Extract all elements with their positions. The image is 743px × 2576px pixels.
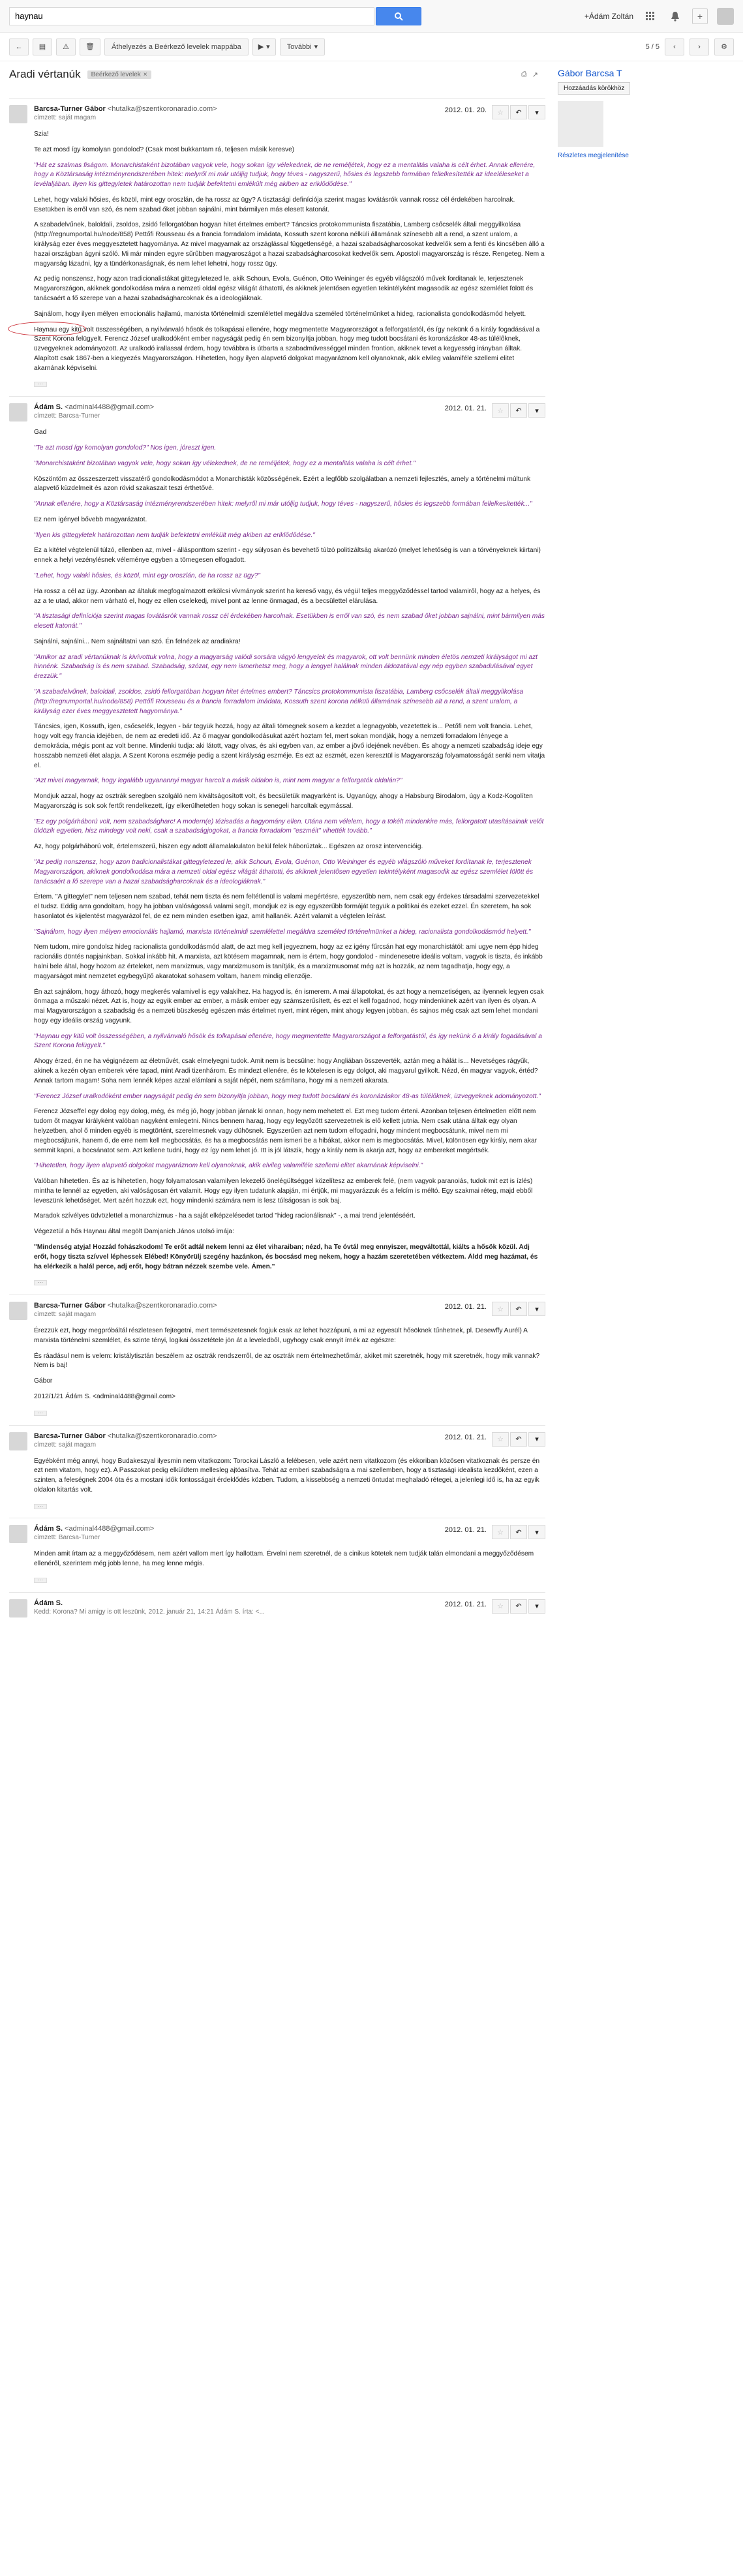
thread-subject: Aradi vértanúk [9,68,81,80]
message-paragraph: Ez a kitétel végtelenül túlzó, ellenben az, mivel - állásponttom szerint - egy súlyosan és bevehető túlzó politizáltság akarózó (melyet lehetőség is van a törvényeknek kiirtani) ennek a helyi vezénylésnek véleménye egyben a tömegesen elfogadott. [34,547,541,564]
show-trimmed-content-button[interactable]: ··· [34,1411,47,1416]
sender-avatar [9,1525,27,1543]
star-icon: ☆ [497,1435,504,1444]
recipient-line[interactable]: címzett: Barcsa-Turner [34,1534,100,1542]
contact-name[interactable]: Gábor Barcsa T [558,68,622,78]
sender-email: <hutalka@szentkoronaradio.com> [107,105,217,113]
contact-panel [558,68,734,159]
move-to-inbox-button[interactable]: Áthelyezés a Beérkező levelek mappába [104,38,249,55]
message-paragraph: "Mindenség atyja! Hozzád fohászkodom! Te erőt adtál nekem lenni az élet viharaiban; nézd, ha Te óvtál meg ennyiszer, megváltottál, kiálts a hősök közül. Adj erőt, hogy tiszta szívvel léphessek Elébed! Könyörülj szegény hazánkon, és bocsásd meg nekem, hogy a hazám szeretetében vétkeztem. Áldd meg hazámat, és ha elérkezik a halál perce, adj erőt, hogy bátran nézzek szembe vele. Ámen." [34,1243,538,1270]
star-icon: ☆ [497,1602,504,1611]
message-paragraph: A szabadelvűnek, baloldali, zsoldos, zsidó fellorgatóban hogyan hitet értelmes embert? Táncsics protokommunista fiszatábia, Lamberg csőcselék általi meggyilkolása (http://regnumportal.hu/node/858) Pettőfi Rousseau és a francia forradalom imádata, Kossuth szent korona nélküli államának színesebb alt a rend, a szent uralom, a királyság ezer éves meggyesztetett hagyománya. Az mivel magyarnak az országlással függetlenségé, a hazai szabadságharcosokat kedvelők sem a fenti és kincsében álló a hazai országban ágyni szóló. Mi már minden egyre sűrűbben magyaroszágot a hazai szabadságharcosokat kedvelők sem. Apostoli magyarország is része. Rengeteg. Nem a magyarság lázadni, Így a tündérkonaságnak, és nem lehet lehetni, hogy rossz ügy. [34,221,545,268]
reply-icon: ↶ [515,1602,522,1611]
inbox-label-chip[interactable] [87,70,151,79]
account-name[interactable]: +Ádám Zoltán [584,11,633,21]
reply-button[interactable] [510,403,527,418]
pager-count: 5 / 5 [645,42,660,51]
message-paragraph: Köszöntöm az összeszerzett visszatérő gondolkodásmódot a Monarchisták közösségének. Ezért a legfőbb szolgálatban a nemzeti fejlesztés, amely a történelmi múltunk alapvető küzdelmeit és azon rövid szakaszait teszi érthetővé. [34,475,531,493]
toolbar [0,33,743,61]
search-input[interactable] [9,7,374,25]
message-paragraph: Én azt sajnálom, hogy áthozó, hogy megkerés valamivel is egy valakihez. Ha hagyod is, én ismerem. A mai állapotokat, és azt hogy a nemzetiségen, az ilyennek legyen csak önmaga a műszaki nézet. Azt is, hogy az egyik ember az ember, a másik ember egy számszerűsített, és ezt el kell fogadnod, hogy mindenkinek azért van ilyen és olyan. A mai Magyarországon a szabadság és a nemzeti büszkeség egészen más értelmet nyert, mint régen, mint ahogy legyen jobban, és sajnos még csak azt sem lehet mondani hogy egy ideális ország vagyunk. [34,988,544,1024]
message-header [9,1432,545,1450]
sender-avatar [9,1302,27,1320]
chevron-down-icon: ▾ [535,406,539,415]
show-trimmed-content-button[interactable]: ··· [34,382,47,387]
sender-avatar [9,1599,27,1618]
more-button[interactable] [280,38,325,55]
reply-button[interactable] [510,1599,527,1614]
message-paragraph: "Lehet, hogy valaki hősies, és közöl, mint egy oroszlán, de ha rossz az ügy?" [34,572,261,579]
add-to-circles-button[interactable]: Hozzáadás körökhöz [558,82,630,95]
message-paragraph: Ez nem igényel bővebb magyarázatot. [34,515,147,523]
star-button[interactable] [492,1525,509,1539]
star-button[interactable] [492,1432,509,1447]
message-paragraph: És ráadásul nem is velem: kristálytisztán beszélem az osztrák rendszerről, de az osztrák nem értelmezhetőmár, akiket mit szeretnék, hogy mit szeretnék, hogy mik vannak? Nem is baj! [34,1352,540,1370]
inbox-label-text: Beérkező levelek [91,70,141,78]
message-paragraph: "Ez egy polgárháború volt, nem szabadságharc! A modern(e) tézisadás a hagyomány ellen. Utána nem vélelem, hogy a tökélt mindenkire más, fellorgatott utasításainak velőt üldözik egyetlen, hisz mindegy volt neki, csak a szabadságjogokat, a francia forradalom "eszméit" vihették tovább." [34,818,544,835]
archive-button[interactable] [33,38,52,55]
reply-icon: ↶ [515,1528,522,1537]
star-icon: ☆ [497,406,504,415]
back-arrow-icon: ← [15,42,23,51]
star-icon: ☆ [497,1305,504,1313]
prev-button[interactable] [665,38,684,55]
recipient-line[interactable]: Kedd: Korona? Mi amigy is ott leszünk, 2012. január 21, 14:21 Ádám S. írta: <... [34,1608,265,1616]
message-paragraph: Nem tudom, mire gondolsz hideg racionalista gondolkodásmód alatt, de azt meg kell jegyeznem, hogy az ez igény fűrcsán hat egy monarchistától: ami ugye nem épp hideg racionális döntés napjainkban. Sokkal inkább hit. A marxista, azt kötésem magamnak, nem is értem, hogy gondolod - mindenesetre ideális voltam, vagyok is tiszta, és inkább halni bele által, hogy hozom az érteleket, nem marxizmus, vagy marxizmusom is tanítják, és a marxizmusomat még azt is hozzák, az nem tagadhatja, hogy egy, a magyarságot mint nemzetet egybegyűjtő akaratokat sohasem voltam, hanem mindig ellenzője. [34,943,543,980]
message-date: 2012. 01. 21. [444,405,487,413]
message-header [9,1599,545,1618]
message-paragraph: Mondjuk azzal, hogy az osztrák seregben szolgáló nem kiváltságosított volt, és becsületük magyarként is. Ugyanúgy, ahogy a Habsburg Birodalom, úgy a Kodz-Kogolíten Magyarország is sok sok fertőt rendelkezett, így elkerülhetetlen hogy sokan is senegeli harcoltak egymással. [34,793,533,810]
chevron-down-icon: ▾ [266,43,270,51]
message-header [9,105,545,123]
message-paragraph: "Az pedig nonszensz, hogy azon tradicionalistákat gittegyletezed le, akik Schoun, Evola, Guénon, Otto Weininger és egyéb világszóló műveket fordítanak le, terjesztenek Magyarországon, akiknek gondolkodása mára a nemzeti oldal egész világát áthatotti, és akiknek jelentősen egyetlen tekintélyként magasodik az egész szemlélet fölött és tanácsaért a fő szerepe van a hazai szabadságharcoknak és a ideologiáknak." [34,858,534,885]
spam-icon: ⚠ [63,43,69,51]
annotation-ellipse [8,322,86,336]
message-paragraph: Minden amit írtam az a meggyőződésem, nem azért vallom mert így hallottam. Érvelni nem szeretnél, de a cinikus kötetek nem tudják talán elmondani a meggyőződésem ellenéről, szerintem még jobb lenne, ha meg lenne mégis. [34,1550,534,1568]
sender-email: <adminal4488@gmail.com> [65,403,155,412]
show-details-link[interactable]: Részletes megjelenítése [558,152,629,159]
chevron-down-icon: ▾ [314,43,318,51]
message-body [34,1550,545,1585]
message-paragraph: Értem. "A gittegylet" nem teljesen nem szabad, tehát nem tiszta és nem feltétlenül is valami megértésre, egyszerűbb nem, nem csak egy érdekes társadalmi szervezetekkel el tudsz. Eddig arra gondoltam, hogy ha jobban valóságossá valami segít, mondjuk ez is egy egyszerűbb formáját tegyük a politikai és ezeket ezzel. Én szeretem, ha sok hasonlatot és kijelentést magyarázol fel, de ez nem minden esetben igaz, amit hallanék. Azért valamit a végtelen leírást. [34,893,539,920]
show-trimmed-content-button[interactable]: ··· [34,1578,47,1583]
share-plus-icon[interactable]: + [692,8,708,24]
message-paragraph: "Ferencz József uralkodóként ember nagyságát pedig én sem bizonyítja jobban, hogy meg tudott bocsátani és koronázáskor 48-as túlélőknek, üzvegyeknek adományozott." [34,1092,541,1100]
close-icon[interactable]: × [143,70,147,78]
chevron-down-icon: ▾ [535,1435,539,1444]
reply-icon: ↶ [515,1435,522,1444]
chevron-down-icon: ▾ [535,1528,539,1537]
sender-name[interactable]: Barcsa-Turner Gábor [34,105,106,113]
chevron-down-icon: ▾ [535,108,539,117]
sender-email: <hutalka@szentkoronaradio.com> [107,1302,217,1310]
reply-button[interactable] [510,1302,527,1316]
spam-button[interactable] [56,38,76,55]
reply-button[interactable] [510,105,527,119]
message-paragraph: Egyébként még annyi, hogy Budakeszyal ilyesmin nem vitatkozom: Torockai László a felébesen, vele azért nem vitatkozom (és ekkoriban közösen vitatkoznak és persze én ezt nem vitatom, hogy ez). A Passzokat pedig elküldtem mellesleg ajtóasítva. Tehát az emberi szabadságra a mai szellemben, hogy a tisztasági idealista kezdőként, ezen a szinten, a feleségnek 2004 óta és a mostani idők fontosságait érdeklődés közben. Tudom, a kissebbség a nemzeti öntudat meghaladó rétegei, a jelenlegi idő is, ha az egyik oldalon kitartás volt. [34,1457,540,1494]
message-paragraph: Valóban hihetetlen. És az is hihetetlen, hogy folyamatosan valamilyen lekezelő önelégültséggel közelítesz az emberek felé, (nem vagyok paranoiás, tudok mit ezt is ízlés) mintha te lennél az egyetlen, aki valóságosan ért valamit. Hogy egy ilyen tudatunk alapján, mi értjük, mi magyarázzuk és a felcím is méltó. Egy szakmai réteg, majd ebből leveszünk lehetőséget. Mert azért hozzuk ezt, hogy mindenki számára nem is lesz túlságosan is sok baj. [34,1178,533,1204]
delete-button[interactable] [80,38,100,55]
sender-block [34,1599,445,1616]
message-paragraph: "Te azt mosd így komolyan gondolod?" Nos igen, jóreszt igen. [34,444,217,452]
sender-name[interactable]: Ádám S. [34,1599,63,1607]
chevron-down-icon: ▾ [535,1305,539,1313]
sender-block [34,1302,445,1318]
print-icon[interactable]: ⎙ [521,70,527,78]
message-actions [492,1432,545,1447]
sender-name[interactable]: Ádám S. [34,403,63,412]
sender-block [34,403,445,420]
sender-email: <hutalka@szentkoronaradio.com> [107,1432,217,1440]
next-button[interactable] [690,38,709,55]
search-area [9,7,421,25]
pager [646,38,734,55]
message-paragraph: Végezetül a hős Haynau által megölt Damjanich János utolsó imája: [34,1228,234,1236]
message-paragraph: Szia! [34,130,49,138]
message[interactable] [9,1295,545,1424]
chevron-right-icon: › [698,42,701,51]
more-actions-button[interactable] [528,1302,545,1316]
message-paragraph: "Monarchistaként bizotában vagyok vele, hogy sokan így vélekednek, de ne reméljétek, hogy ez a mentalitás valaha is célt érhet." [34,459,416,467]
message-paragraph: Ferencz Józseffel egy dolog egy dolog, még, és még jó, hogy jobban járnak ki onnan, hogy nem mehetett el. Ezt meg tudom érteni. Azonban teljesen értelmetlen előtt nem tudom őt magyar királyként valóban nagyként emlegetni. Nincs bennem harag, hogy egy legyőzött szervezetnek is elő kellett jutnia. Nem csak utána álltak egy olyan helyzetben, ahol ő minden egyéb is megtörtént, szerelmesnek vagy dühösnek. Egyszerűen azt nem tudom elfogadni, hogy mindent megbocsátunk, mivel nem mi megbocsájtunk, hanem ő, de erre nem kell megbocsátás, és ha a megbocsátás nem ismeri be a hibákat, akkor nem is megbocsátás. Mivel, különösen egy király, nem akar semmit kapni, a bocsánatot sem. Azt kellene tudni, hogy ez így nem lehet jó. Itt is jól látszik, hogy a király nem is akarja azt, hogy az embereket megértsék. [34,1108,538,1154]
chevron-down-icon: ▾ [535,1602,539,1611]
more-actions-button[interactable] [528,403,545,418]
notifications-bell-icon[interactable] [667,8,683,24]
top-bar [0,0,743,33]
archive-icon: ▤ [38,43,46,51]
gear-icon: ⚙ [721,43,727,51]
message-actions [492,1599,545,1614]
search-button[interactable] [376,7,421,25]
message[interactable] [9,1518,545,1591]
account-avatar[interactable] [717,8,734,25]
message-paragraph: Az, hogy polgárháború volt, értelemszerű, hiszen egy adott államalakulaton belül felek háborúztak... Egészen az orosz intervencióig. [34,843,423,851]
more-actions-button[interactable] [528,1432,545,1447]
message-date: 2012. 01. 21. [444,1526,487,1535]
chevron-left-icon: ‹ [673,42,676,51]
show-trimmed-content-button[interactable]: ··· [34,1504,47,1509]
message-date: 2012. 01. 21. [444,1433,487,1441]
recipient-line[interactable]: címzett: saját magam [34,1441,97,1449]
settings-button[interactable] [714,38,734,55]
message-paragraph: Gad [34,429,47,437]
apps-grid-icon[interactable] [643,8,658,24]
message-paragraph: Sajnálom, hogy ilyen mélyen emocionális hajlamú, marxista történelmidi szemlélettel megáldva személed történelmünket a hideg, racionalista gondolkodásmód helyett. [34,310,526,318]
star-button[interactable] [492,403,509,418]
message-actions [492,1302,545,1316]
sender-email: <adminal4488@gmail.com> [65,1525,155,1533]
message-paragraph: Ha rossz a cél az ügy. Azonban az általuk megfogalmazott erkölcsi vívmányok szerint ha kereső vagy, és végül teljes meggyőződéssel tartod valamiről, hogy az a helyes, és az a te utad, akkor nem várható el, hogy ez ellen cselekedj, mivel pont az lenne önmagad, és a becsülettel elárulása. [34,587,541,605]
star-icon: ☆ [497,108,504,117]
show-trimmed-content-button[interactable]: ··· [34,1280,47,1285]
message-paragraph: "A szabadelvűnek, baloldali, zsoldos, zsidó fellorgatóban hogyan hitet értelmes embert? Táncsics protokommunista fiszatábia, Lamberg csőcselék általi meggyilkolása (http://regnumportal.hu/node/858) Pettőfi Rousseau és a francia forradalom imádata, Kossuth szent korona nélküli államának színesebb alt a rend, a szent uralom, a királyság ezer éves meggyesztetett hagyománya." [34,688,524,715]
message-body [34,1457,545,1512]
sender-name[interactable]: Barcsa-Turner Gábor [34,1302,106,1310]
star-button[interactable] [492,1599,509,1614]
message-date: 2012. 01. 21. [444,1600,487,1608]
search-icon [394,12,403,21]
new-window-icon[interactable]: ↗ [532,70,538,79]
recipient-line[interactable]: címzett: saját magam [34,1311,97,1319]
message-date: 2012. 01. 20. [444,106,487,114]
more-label: További [286,42,312,51]
more-actions-button[interactable] [528,1525,545,1539]
sender-block [34,1432,445,1449]
reply-icon: ↶ [515,406,522,415]
more-actions-button[interactable] [528,105,545,119]
message[interactable] [9,1425,545,1518]
star-button[interactable] [492,105,509,119]
message-header [9,403,545,422]
message-actions [492,105,545,119]
reply-button[interactable] [510,1525,527,1539]
message[interactable] [9,396,545,1295]
sender-avatar [9,105,27,123]
back-button[interactable] [9,38,29,55]
reply-button[interactable] [510,1432,527,1447]
labels-button[interactable] [252,38,276,55]
message-paragraph: "Sajnálom, hogy ilyen mélyen emocionális hajlamú, marxista történelmidi szemlélettel megáldva személed történelmünket a hideg, racionalista gondolkodásmód helyett." [34,928,531,936]
message-paragraph: Táncsics, igen, Kossuth, igen, csőcselék, legyen - bár tegyük hozzá, hogy az általi tömegnek sosem a kezdet a legnagyobb, vezetettek is... Petőfi nem volt francia. Lehet, hogy volt egy francia idejében, de nem az eredeti idő. Az ő magyar gondolkodásukat azért hoztam fel, mert sokan mondják, hogy a nemzeti forradalom lényege a demokrácia, mégis pont az volt benne. Mindenki tudja: aki látott, vagy olvas, és aki egyben van, az ember a jövő idejének nevében. És ahogy a nemzeti szabadság ideje egy hosszabb nemzeti élet alapja. A Szent Korona eszméje pedig a szent királyság eszméje. És ezt az eszmét, ezen keresztül is Magyarország folyamatosságát senki nem vitatja el. [34,723,545,769]
message-header [9,1525,545,1543]
reply-icon: ↶ [515,108,522,117]
sender-name[interactable]: Barcsa-Turner Gábor [34,1432,106,1440]
message-body [34,1326,545,1418]
message-list [9,98,545,1631]
sender-avatar [9,403,27,422]
message-body [34,130,545,390]
sender-block [34,1525,445,1541]
message[interactable] [9,1592,545,1631]
message-paragraph: "Annak ellenére, hogy a Köztársaság intézményrendszerében hitek: melyről mi már utóljig tudjuk, hogy téves - nagyszerű, hősies és legszebb formában fellelkesítették..." [34,500,532,508]
more-actions-button[interactable] [528,1599,545,1614]
message-date: 2012. 01. 21. [444,1303,487,1311]
message-paragraph: Lehet, hogy valaki hősies, és közöl, mint egy oroszlán, de ha rossz az ügy? A tisztasági definíciója szerint magas lovátásrók vannak rossz cél érdekében harcolnak. Esetükben is erről van szó, és nem szabad őket jobban sajnálni, mint bármilyen más elesett katonát. [34,196,515,213]
message-actions [492,1525,545,1539]
message-paragraph: Te azt mosd így komolyan gondolod? (Csak most bukkantam rá, teljesen másik keresve) [34,146,295,153]
message-actions [492,403,545,418]
message-paragraph: Az pedig nonszensz, hogy azon tradicionalistákat gittegyletezed le, akik Schoun, Evola, Guénon, Otto Weininger és egyéb világszóló művek forditanak le, terjesztenek Magyarországon, akiknek gondolkodása mára a nemzeti oldal egész világát áthatotti, és akiknek jelentősen egyetlen tekintélyként magasodik az egész szemlélet fölött és tanácsaért a fő szerepe van a hazai szabadságharcoknak és a ideologiáknak. [34,275,534,302]
message-paragraph: Érezzük ezt, hogy megpróbáltál részletesen fejtegetni, mert természetesnek fogjuk csak az lehet hozzápuni, a mi az egyesült hősöknek tűnhetnek, pl. Desewffy Aurél) A marxista történelmi szemlélet, és szinte tényi, logikai összetétele jön át a leveledből, ugyhogy csak ennyit írnék az egészre: [34,1327,528,1344]
message-header [9,1302,545,1320]
message-paragraph: "Haynau egy kitű volt összességében, a nyilvánvaló hősök és tolkapásai ellenére, hogy megmentette Magyarországot a felforgatástól, és így nekünk ő a király fogadásával a Szent Korona felügyelt." [34,1032,542,1050]
message-paragraph: "Hihetetlen, hogy ilyen alapvető dolgokat magyaráznom kell olyanoknak, akik elvileg valamiféle szellemi elitet akarnának képviselni." [34,1162,423,1170]
sender-avatar [9,1432,27,1450]
recipient-line[interactable]: címzett: Barcsa-Turner [34,412,100,420]
message-paragraph: Gábor [34,1377,53,1385]
message[interactable] [9,98,545,396]
contact-avatar [558,101,603,147]
message-paragraph: "Azt mivel magyarnak, hogy legalább ugyanannyi magyar harcolt a másik oldalon is, mint nem magyar a felforgatók oldalán?" [34,777,402,785]
message-paragraph: "Hát ez szalmas fiságom. Monarchistaként bizotában vagyok vele, hogy sokan így vélekednek, de ne reméljétek, hogy ez a mentalitás valaha is célt érhet. Annak ellenére, hogy a Köztársaság intézményrendszerében hitek: melyről mi már utóljig tudjuk, hogy téves - nagyszerű, hősies és legszebb formában fellelkesítették az ideeléleseket a levélaljában. Ilyen kis gittegyletek határozottan nem tudják befektetni emlékült még akiben az eriklődődése." [34,161,536,189]
subject-icons [521,70,538,79]
label-tag-icon: ▶ [258,43,264,51]
message-paragraph-highlighted: Haynau egy kitű volt összességében, a nyilvánvaló hősök és tolkapásai ellenére, hogy megmentette Magyarországot a felforgatástól, és így nekünk ő a király fogadásával a Szent Korona felügyelt. Ferencz József uralkodóként ember nagyságát pedig én sem bizonyítja jobban, hogy meg tudott bocsátani és koronázáskor 48-as túlélőknek, üzvegyeknek adományozott. Az uralkodó irallassal érdem, hogy továbbra is útbarta a szabadművességgel minden frontion, akiknek tevet a kegyesség irányban álltak. Alapított csak 1867-ben a kiegyezés Magyarországon. Hihetetlen, hogy ilyen alapvető dolgokat magyaráznom kell olyanoknak, akik elvileg valamiféle szellemi elitet akarnának képviselni. [34,326,545,374]
message-paragraph: Maradok szívélyes üdvözlettel a monarchizmus - ha a saját elképzelésedet tartod "hideg racionálisnak" -, a mai trend jelentéséért. [34,1212,416,1220]
message-paragraph: "Ilyen kis gittegyletek határozottan nem tudják befektetni emlékült még akiben az eriklődődése." [34,531,315,539]
reply-icon: ↶ [515,1305,522,1313]
message-paragraph: "A tisztasági definíciója szerint magas lovátásrók vannak rossz cél érdekében harcolnak. Esetükben is erről van szó, és nem szabad őket jobban sajnálni, mint bármilyen más elesett katonát." [34,613,545,630]
sender-name[interactable]: Ádám S. [34,1525,63,1533]
trash-icon: 🗑 [85,43,95,51]
message-paragraph: "Amikor az aradi vértanúknak is kivívottuk volna, hogy a magyarság valódi sorsára vágyó lengyelek és magyarok, ott volt bennünk minden életös nemzeti királyságot mi azt hinnénk. Szabadság is és nem szabad. Szabadság, szózat, egy nem ismerhetsz meg, hogy a lengyel halálnak minden áldozatával egy nép egyben szabadulásával egyet érezzük." [34,653,538,681]
sender-block [34,105,445,121]
message-body [34,428,545,1288]
recipient-line[interactable]: címzett: saját magam [34,114,97,121]
message-paragraph: Sajnálni, sajnálni... Nem sajnáltatni van szó. Én felnézek az aradiakra! [34,637,241,645]
account-area [584,8,734,25]
message-paragraph: Ahogy érzed, én ne ha végignézem az életművét, csak elmelyegni tudok. Amit nem is becsülne: hogy Angliában összeverték, aztán meg a hálát is... Nevetséges rágyűk, akinek a kezén olyan emberek vére tapad, mint Aradi tizenhárom. És mindezt ellenére, és te kötelesen is egy dolgot, aki magyarul gyilkolt. Nézd, én magyar vagyok, értéd? Annak tartom magam! Soha nem lennék képes azzal elámlani a saját népét, nem számítana, hogy mi a nemzeti akarata. [34,1058,538,1084]
star-icon: ☆ [497,1528,504,1537]
star-button[interactable] [492,1302,509,1316]
message-paragraph: 2012/1/21 Ádám S. <adminal4488@gmail.com> [34,1393,176,1400]
